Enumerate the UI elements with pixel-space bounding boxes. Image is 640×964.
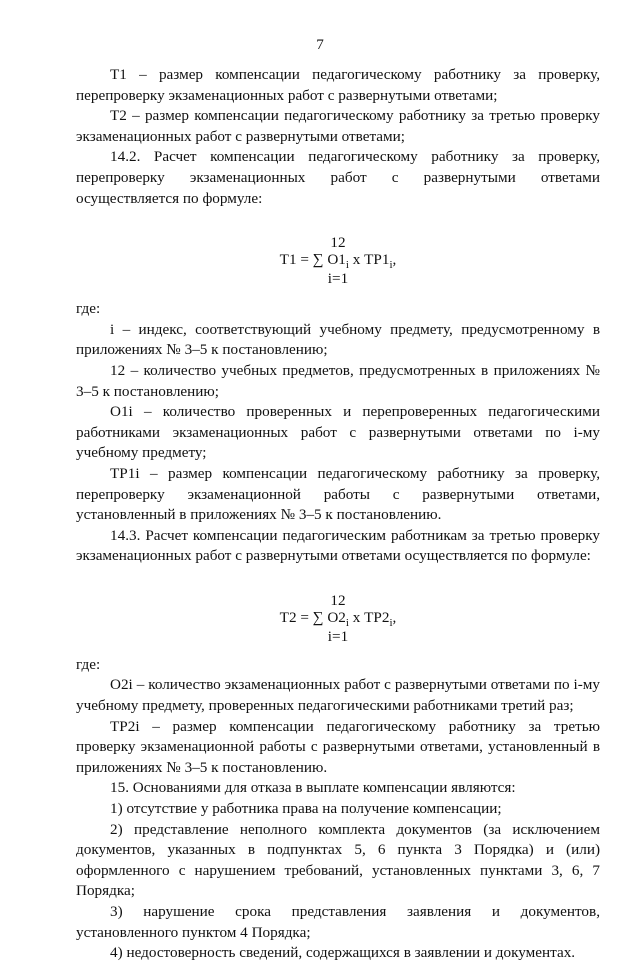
formula-t1-lower-limit: i=1: [327, 270, 349, 288]
formula-t1-mid: x ТР1: [348, 251, 390, 269]
formula-t2-subscript: i: [389, 616, 393, 629]
paragraph-15-item-4: 4) недостоверность сведений, содержащихся в заявлении и документах.: [110, 944, 576, 962]
paragraph-14-3: 14.3. Расчет компенсации педагогическим работникам за третью проверку экзаменационных работ с развернутыми ответами осуществляется по формуле:: [76, 526, 600, 565]
paragraph-tp2-definition: ТР2i – размер компенсации педагогическому работнику за третью проверку экзаменационной работы с развернутыми ответами, установленный в приложениях № 3–5 к постановлению.: [76, 717, 600, 776]
where-label: где:: [76, 300, 101, 318]
paragraph-tp1-definition: ТР1i – размер компенсации педагогическому работнику за проверку, перепроверку экзаменационной работы с развернутыми ответами, установленный в приложениях № 3–5 к постановлению.: [76, 464, 600, 524]
formula-t1-end: ,: [392, 251, 397, 269]
formula-t2-lhs: Т2 = ∑ О2: [279, 608, 346, 626]
formula-t1: [76, 209, 600, 299]
formula-t2-lower-limit: i=1: [327, 627, 349, 645]
formula-t2-subscript: i: [345, 616, 349, 629]
document-body: [76, 65, 600, 964]
paragraph-i-definition: i – индекс, соответствующий учебному предмету, предусмотренному в приложениях № 3–5 к постановлению;: [76, 320, 600, 359]
formula-t2-end: ,: [392, 608, 397, 626]
paragraph-14-2: 14.2. Расчет компенсации педагогическому работнику за проверку, перепроверку экзаменационных работ с развернутыми ответами осуществляется по формуле:: [76, 148, 600, 207]
formula-t1-subscript: i: [345, 259, 349, 272]
paragraph-15: 15. Основаниями для отказа в выплате компенсации являются:: [110, 779, 516, 797]
formula-t2-expression: [76, 609, 600, 629]
formula-t2-upper-limit: 12: [330, 591, 346, 609]
where-label: где:: [76, 655, 101, 673]
paragraph-15-item-3: 3) нарушение срока представления заявления и документов, установленного пунктом 4 Порядка;: [76, 903, 600, 941]
paragraph-12-definition: 12 – количество учебных предметов, предусмотренных в приложениях № 3–5 к постановлению;: [76, 361, 600, 400]
paragraph-o1-definition: О1i – количество проверенных и перепроверенных педагогическими работниками экзаменационных работ с развернутыми ответами по i-му учебному предмету;: [76, 403, 600, 462]
page-number: 7: [316, 36, 324, 53]
formula-t1-subscript: i: [389, 259, 393, 272]
formula-t1-upper-limit: 12: [330, 234, 346, 252]
formula-t1-expression: [76, 251, 600, 271]
paragraph-t1-definition: Т1 – размер компенсации педагогическому работнику за проверку, перепроверку экзаменационных работ с развернутыми ответами;: [76, 66, 600, 104]
formula-t2: [76, 567, 600, 655]
paragraph-15-item-1: 1) отсутствие у работника права на получение компенсации;: [110, 800, 502, 818]
paragraph-o2-definition: О2i – количество экзаменационных работ с развернутыми ответами по i-му учебному предмету, проверенных педагогическими работниками третий раз;: [76, 676, 600, 715]
paragraph-t2-definition: Т2 – размер компенсации педагогическому работнику за третью проверку экзаменационных работ с развернутыми ответами;: [76, 107, 600, 145]
formula-t1-lhs: Т1 = ∑ О1: [279, 251, 346, 269]
formula-t2-mid: x ТР2: [348, 608, 390, 626]
paragraph-15-item-2: 2) представление неполного комплекта документов (за исключением документов, указанных в подпунктах 5, 6 пункта 3 Порядка) и (или) оформленного с нарушением требований, установленных пунктами 3, 6, 7 Порядка;: [76, 820, 600, 900]
